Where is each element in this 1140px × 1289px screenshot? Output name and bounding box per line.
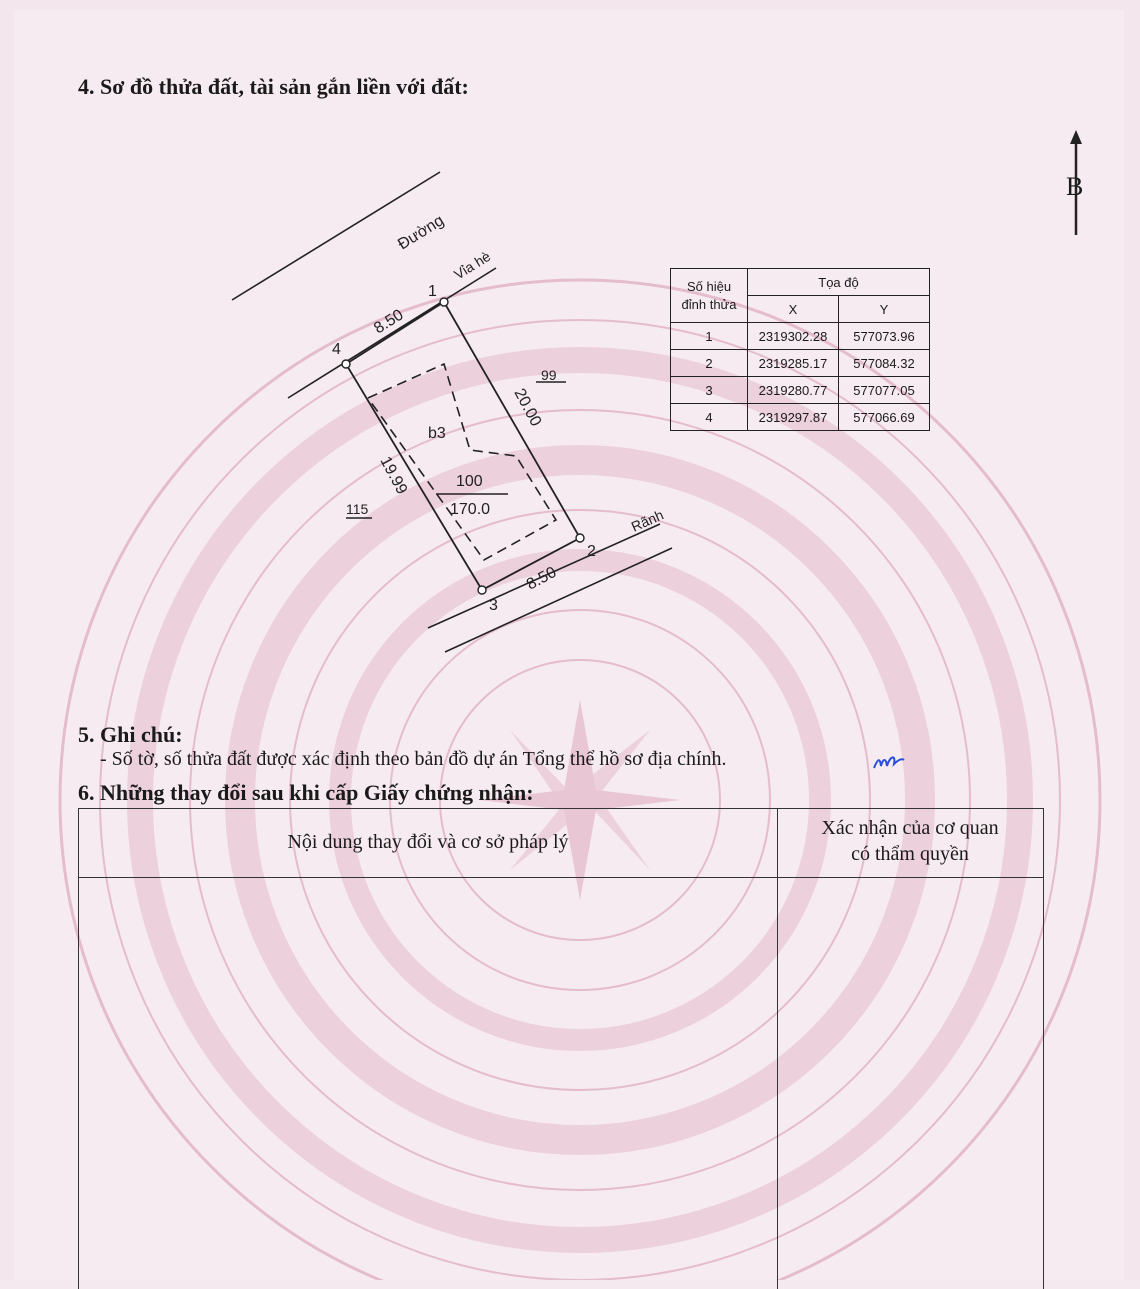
vertex-id: 4 (671, 404, 748, 431)
section-5-title: 5. Ghi chú: (78, 722, 183, 747)
table-row (671, 377, 930, 404)
vertex-x: 2319297.87 (748, 404, 839, 431)
ditch-label: Rãnh (628, 506, 666, 535)
section-5-note: - Số tờ, số thửa đất được xác định theo bản đồ dự án Tổng thể hồ sơ địa chính. (100, 748, 727, 770)
vertex-id: 1 (671, 323, 748, 350)
vertex-x: 2319302.28 (748, 323, 839, 350)
column-divider (777, 809, 778, 1289)
north-label: B (1066, 172, 1084, 201)
sidewalk-label: Vỉa hè (451, 247, 494, 283)
top-length-label: 8.50 (371, 306, 407, 338)
header-x: X (748, 296, 839, 323)
table-row (671, 350, 930, 377)
corner-3-label: 3 (489, 597, 498, 614)
road-label: Đường (395, 212, 447, 254)
parcel-number: 100 (456, 473, 483, 490)
header-coordinate: Tọa độ (748, 269, 930, 296)
left-length-label: 19.99 (376, 453, 411, 498)
bottom-length-label: 8.50 (523, 563, 560, 594)
corner-2-label: 2 (587, 543, 596, 560)
vertex-y: 577084.32 (839, 350, 930, 377)
table-row (671, 323, 930, 350)
vertex-y: 577066.69 (839, 404, 930, 431)
vertex-id: 2 (671, 350, 748, 377)
neighbor-left-label: 115 (346, 501, 369, 517)
corner-1-label: 1 (428, 283, 437, 300)
header-divider (79, 877, 1043, 878)
header-vertex-id: Số hiệu đỉnh thửa (671, 269, 748, 323)
table-row (671, 404, 930, 431)
signature-mark (872, 752, 906, 772)
building-label: b3 (428, 425, 446, 442)
neighbor-right-label: 99 (541, 367, 557, 383)
vertex-y: 577077.05 (839, 377, 930, 404)
column-header-confirm-line1: Xác nhận của cơ quan (821, 817, 999, 839)
parcel-area: 170.0 (450, 501, 491, 518)
section-4-title: 4. Sơ đồ thửa đất, tài sản gắn liền với đất: (78, 74, 469, 99)
section-6-title: 6. Những thay đổi sau khi cấp Giấy chứng nhận: (78, 780, 534, 805)
changes-table (78, 808, 1044, 1289)
vertex-x: 2319285.17 (748, 350, 839, 377)
column-header-confirm-line2: có thẩm quyền (851, 843, 969, 865)
right-length-label: 20.00 (510, 385, 545, 430)
header-y: Y (839, 296, 930, 323)
corner-4-label: 4 (332, 341, 341, 358)
vertex-x: 2319280.77 (748, 377, 839, 404)
coordinate-table (670, 268, 930, 431)
vertex-y: 577073.96 (839, 323, 930, 350)
vertex-id: 3 (671, 377, 748, 404)
column-header-content: Nội dung thay đổi và cơ sở pháp lý (287, 831, 569, 853)
